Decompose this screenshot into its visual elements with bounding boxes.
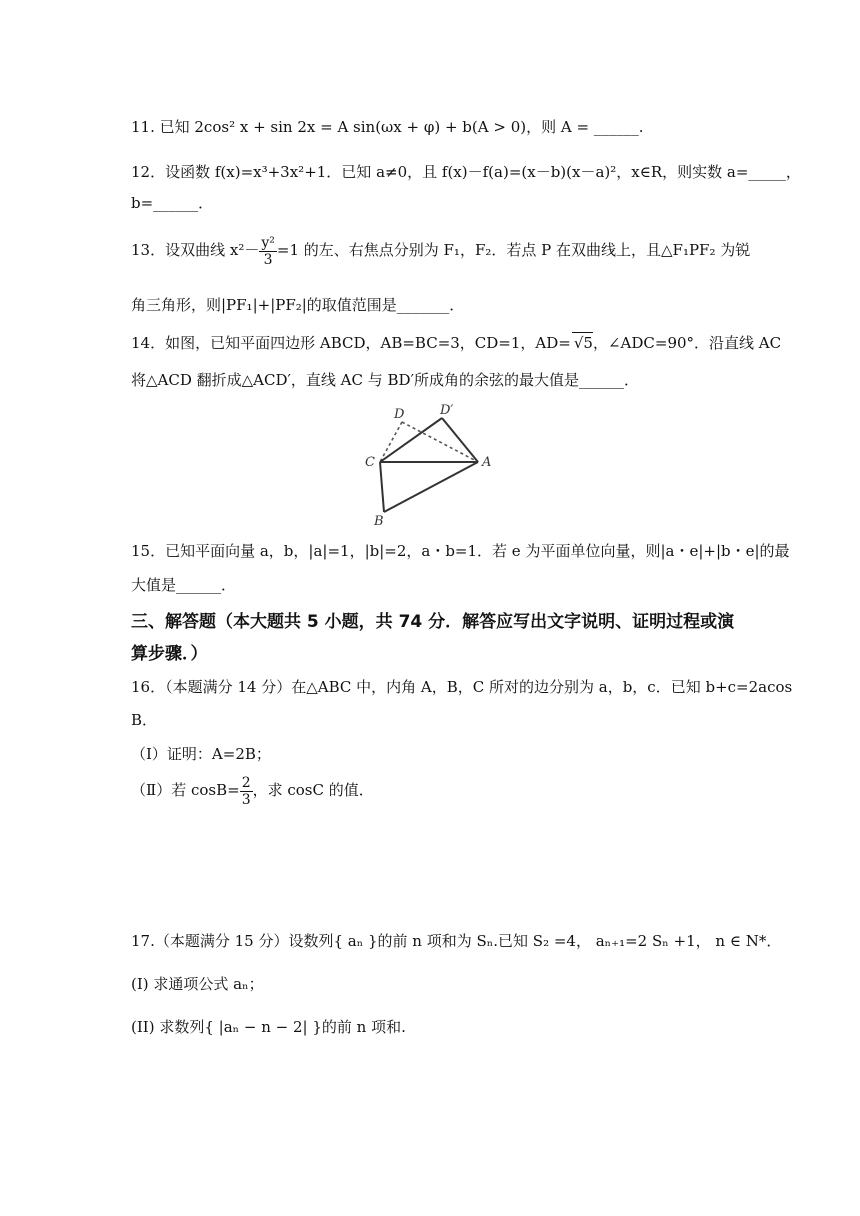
question-15-line-2: 大值是______． xyxy=(131,576,237,594)
label-C: C xyxy=(365,455,375,470)
question-14-line-2: 将△ACD 翻折成△ACD′，直线 AC 与 BD′所成角的余弦的最大值是______． xyxy=(131,371,639,389)
folded-quadrilateral-figure xyxy=(360,404,510,530)
question-16-part-2-pre: （Ⅱ）若 cosB= xyxy=(131,781,240,799)
label-D: D xyxy=(394,407,405,422)
question-11: 11. 已知 2cos² x + sin 2x = A sin(ωx + φ) + b(A > 0)，则 A = ______. xyxy=(131,118,644,136)
question-16-part-2 xyxy=(131,772,731,808)
section-3-heading-line-2: 算步骤．） xyxy=(131,644,208,664)
question-14-line-1 xyxy=(131,332,782,353)
question-12-line-1: 12．设函数 f(x)=x³+3x²+1．已知 a≠0，且 f(x)－f(a)=(x－b)(x－a)²，x∈R，则实数 a=_____， xyxy=(131,163,801,181)
edge-DA-dashed xyxy=(402,422,478,462)
question-17-part-1: (I) 求通项公式 aₙ； xyxy=(131,975,264,993)
question-14-post: ，∠ADC=90°．沿直线 AC xyxy=(592,334,782,352)
edge-BA xyxy=(384,462,478,512)
sqrt-5: √5 xyxy=(573,334,593,352)
edge-CB xyxy=(380,462,384,512)
question-13-line-2: 角三角形，则|PF₁|+|PF₂|的取值范围是_______． xyxy=(131,296,465,314)
label-B: B xyxy=(374,514,384,529)
question-17-part-2: (II) 求数列{ |aₙ − n − 2| }的前 n 项和. xyxy=(131,1018,406,1036)
section-3-heading-line-1: 三、解答题（本大题共 5 小题，共 74 分．解答应写出文字说明、证明过程或演 xyxy=(131,612,735,632)
question-16-part-1: （Ⅰ）证明：A=2B； xyxy=(131,745,271,763)
fraction-numerator: 2 xyxy=(241,774,251,791)
label-A: A xyxy=(482,455,492,470)
fraction-denominator: 3 xyxy=(241,791,251,808)
fraction-y2-over-3 xyxy=(259,235,277,268)
fraction-2-over-3 xyxy=(240,775,253,808)
question-12-line-2: b=______． xyxy=(131,194,214,212)
label-D-prime: D′ xyxy=(440,404,454,418)
question-17-line-1: 17.（本题满分 15 分）设数列{ aₙ }的前 n 项和为 Sₙ.已知 S₂ =4， aₙ₊₁=2 Sₙ +1， n ∈ N*． xyxy=(131,932,782,950)
fraction-numerator: y² xyxy=(261,234,275,251)
question-16-part-2-post: ，求 cosC 的值． xyxy=(252,781,374,799)
fraction-denominator: 3 xyxy=(263,251,273,268)
question-13-line-1 xyxy=(131,232,751,268)
question-13-post: =1 的左、右焦点分别为 F₁，F₂．若点 P 在双曲线上，且△F₁PF₂ 为锐 xyxy=(276,241,751,259)
edge-CDp xyxy=(380,418,442,462)
edge-DpA xyxy=(442,418,478,462)
question-14-pre: 14．如图，已知平面四边形 ABCD，AB=BC=3，CD=1，AD= xyxy=(131,334,571,352)
question-15-line-1: 15．已知平面向量 a，b，|a|=1，|b|=2，a・b=1．若 e 为平面单位向量，则|a・e|+|b・e|的最 xyxy=(131,542,790,560)
edge-CD-dashed xyxy=(380,422,402,462)
question-16-line-2: B． xyxy=(131,711,158,729)
question-16-line-1: 16．（本题满分 14 分）在△ABC 中，内角 A，B，C 所对的边分别为 a，b，c．已知 b+c=2acos xyxy=(131,678,793,696)
sqrt-value: 5 xyxy=(583,334,593,352)
question-13-pre: 13．设双曲线 x²－ xyxy=(131,241,260,259)
